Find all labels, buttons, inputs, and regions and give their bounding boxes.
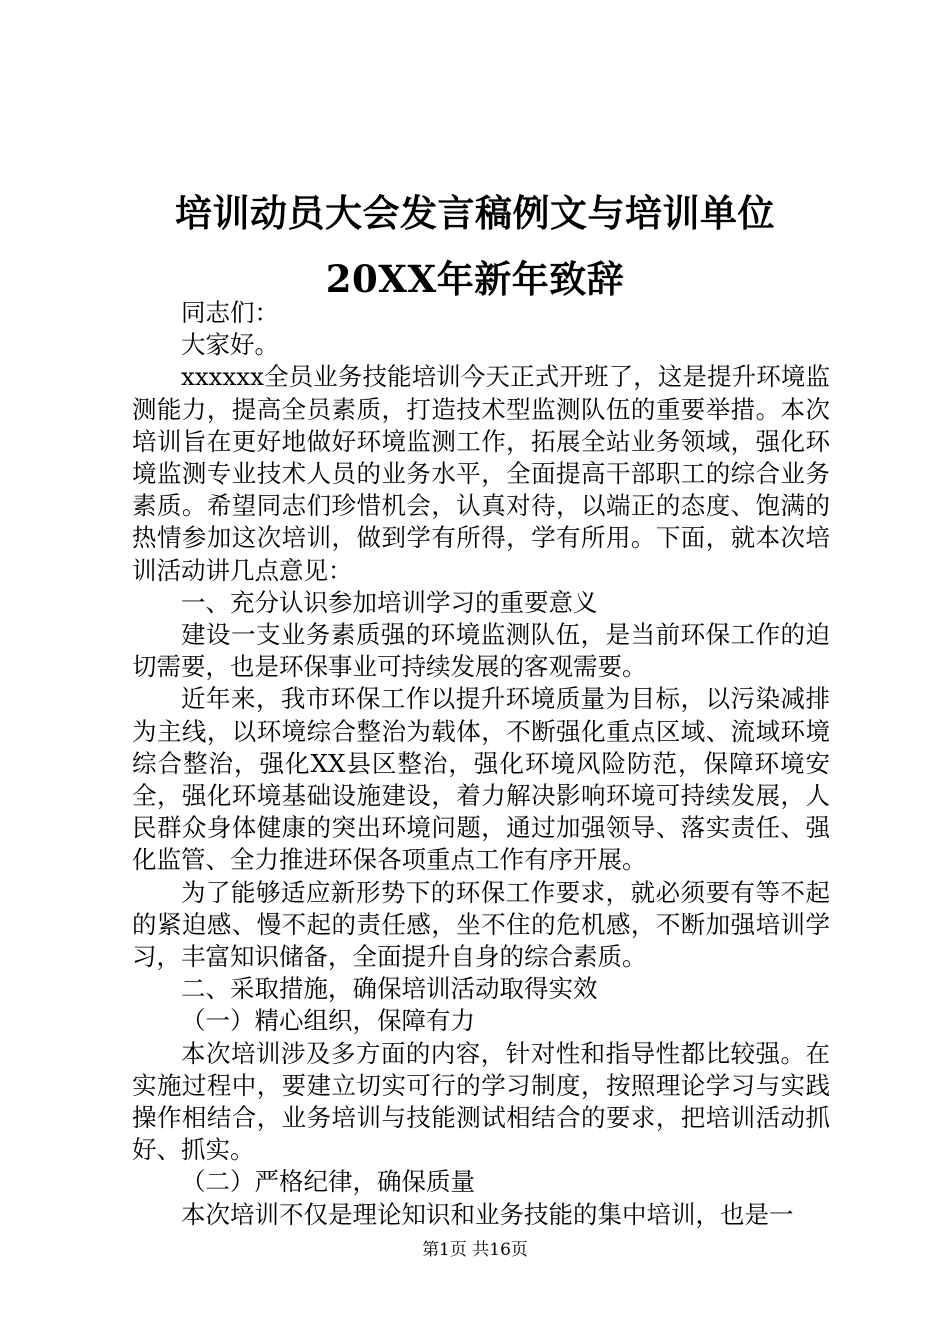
paragraph: 本次培训涉及多方面的内容，针对性和指导性都比较强。在实施过程中，要建立切实可行的学习制度，按照理论学习与实践操作相结合，业务培训与技能测试相结合的要求，把培训活动抓好、抓实。 xyxy=(132,1038,830,1165)
greeting: 大家好。 xyxy=(181,330,279,360)
page-number-footer: 第1页 共16页 xyxy=(422,1240,528,1260)
document-body xyxy=(132,297,830,1231)
section-heading-1: 一、充分认识参加培训学习的重要意义 xyxy=(181,587,598,617)
paragraph-intro: xxxxxx全员业务技能培训今天正式开班了，这是提升环境监测能力，提高全员素质，打造技术型监测队伍的重要举措。本次培训旨在更好地做好环境监测工作，拓展全站业务领域，强化环境监测专业技术人员的业务水平，全面提高干部职工的综合业务素质。希望同志们珍惜机会，认真对待，以端正的态度、饱满的热情参加这次培训，做到学有所得，学有所用。下面，就本次培训活动讲几点意见： xyxy=(132,362,830,585)
paragraph: 建设一支业务素质强的环境监测队伍，是当前环保工作的迫切需要，也是环保事业可持续发展的客观需要。 xyxy=(132,620,830,682)
section-heading-2: 二、采取措施，确保培训活动取得实效 xyxy=(181,974,598,1004)
paragraph: 为了能够适应新形势下的环保工作要求，就必须要有等不起的紧迫感、慢不起的责任感，坐不住的危机感，不断加强培训学习，丰富知识储备，全面提升自身的综合素质。 xyxy=(132,877,830,972)
subsection-heading-2: （二）严格纪律，确保质量 xyxy=(181,1167,475,1197)
paragraph: 本次培训不仅是理论知识和业务技能的集中培训，也是一 xyxy=(181,1199,794,1229)
subsection-heading-1: （一）精心组织，保障有力 xyxy=(181,1006,475,1036)
document-title: 培训动员大会发言稿例文与培训单位20XX年新年致辞 xyxy=(175,191,775,301)
salutation: 同志们： xyxy=(181,298,279,327)
paragraph: 近年来，我市环保工作以提升环境质量为目标，以污染减排为主线，以环境综合整治为载体，不断强化重点区域、流域环境综合整治，强化XX县区整治，强化环境风险防范，保障环境安全，强化环境基础设施建设，着力解决影响环境可持续发展，人民群众身体健康的突出环境问题，通过加强领导、落实责任、强化监管、全力推进环保各项重点工作有序开展。 xyxy=(132,684,830,875)
